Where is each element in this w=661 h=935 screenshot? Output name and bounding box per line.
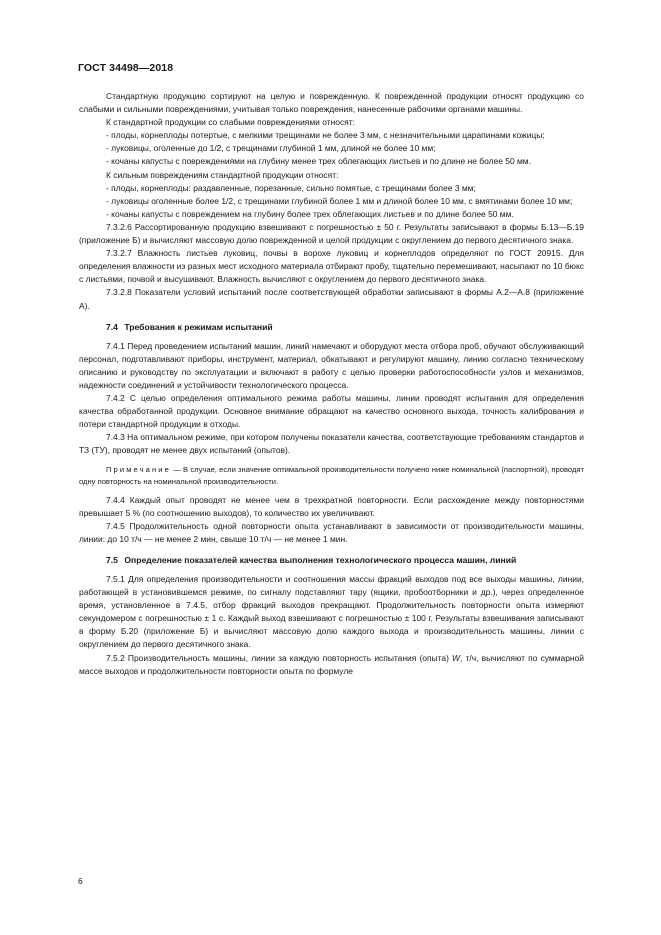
clause-text: 7.5.2 Производительность машины, линии за каждую повторность испытания (опыта) (106, 652, 453, 663)
section-title: Определение показателей качества выполнения технологического процесса машин, линий (124, 554, 517, 565)
clause-7-4-3: 7.4.3 На оптимальном режиме, при котором получены показатели качества, соответствующие требованиям стандартов и ТЗ (ТУ), проводят не менее двух испытаний (опытов). (79, 432, 584, 456)
list-item: - луковицы, оголенные до 1/2, с трещинами глубиной 1 мм, длиной не более 10 мм; (106, 143, 436, 154)
clause-text: , т/ч, вычисляют по суммарной массе выходов и продолжительности повторности опыта по формуле (79, 652, 584, 676)
list-item: - луковицы оголенные более 1/2, с трещинами глубиной более 1 мм и длиной более 10 мм, с вмятинами более 10 мм; (106, 195, 573, 206)
paragraph: К сильным повреждениям стандартной продукции относят: (106, 169, 339, 180)
note-text: — В случае, если значение оптимальной производительности получено ниже номинальной (паспортной), проводят одну повторность на номинальной производительности. (79, 464, 584, 486)
list-item: - кочаны капусты с повреждением на глубину более трех облегающих листьев и по длине более 50 мм. (106, 208, 514, 219)
variable-w: W (452, 652, 461, 663)
section-number: 7.5 (106, 554, 118, 565)
section-number: 7.4 (106, 321, 118, 332)
document-body (79, 90, 584, 678)
note (79, 464, 584, 488)
paragraph: Стандартную продукцию сортируют на целую и поврежденную. К поврежденной продукции относят продукцию со слабыми и сильными повреждениями, учитывая только повреждения, нанесенные рабочими органами машины. (79, 91, 584, 115)
clause-7-3-2-8: 7.3.2.8 Показатели условий испытаний после соответствующей обработки записывают в формы А.2—А.8 (приложение А). (79, 287, 584, 311)
clause-7-4-4: 7.4.4 Каждый опыт проводят не менее чем в трехкратной повторности. Если расхождение между повторностями превышает 5 % (по соотношению выходов), то количество их увеличивают. (79, 494, 584, 518)
section-heading-7-4 (106, 321, 584, 334)
paragraph: К стандартной продукции со слабыми повреждениями относят: (106, 117, 355, 128)
list-item: - плоды, корнеплоды: раздавленные, порезанные, сильно помятые, с трещинами более 3 мм; (106, 182, 476, 193)
document-header: ГОСТ 34498—2018 (78, 62, 174, 74)
clause-7-4-2: 7.4.2 С целью определения оптимального режима работы машины, линии проводят испытания для определения качества обработанной продукции. Основное внимание обращают на качество основного выхода, точность калибрования и потери стандартной продукции в отходы. (79, 393, 584, 430)
note-label: Примечание (106, 464, 171, 474)
section-heading-7-5 (106, 554, 584, 567)
page-number: 6 (78, 876, 83, 886)
list-item: - кочаны капусты с повреждениями на глубину менее трех облегающих листьев и по длине не более 50 мм. (106, 156, 531, 167)
clause-7-4-5: 7.4.5 Продолжительность одной повторности опыта устанавливают в зависимости от производительности машины, линии: до 10 т/ч — не менее 2 мин, свыше 10 т/ч — не менее 1 мин. (79, 520, 584, 544)
list-item: - плоды, корнеплоды потертые, с мелкими трещинами не более 3 мм, с незначительными царапинами кожицы; (106, 130, 545, 141)
clause-7-5-2 (79, 652, 584, 678)
clause-7-4-1: 7.4.1 Перед проведением испытаний машин, линий намечают и оборудуют места отбора проб, обучают обслуживающий персонал, подготавливают приборы, инструмент, материал, обкатывают и регулируют машину, линию согласно техническому описанию и руководству по эксплуатации и включают в работу с целью проверки работоспособности узлов и механизмов, надежности соединений и устойчивости технологического процесса. (79, 340, 584, 390)
clause-7-3-2-7: 7.3.2.7 Влажность листьев луковиц, почвы в ворохе луковиц и корнеплодов определяют по ГОСТ 20915. Для определения влажности из разных мест исходного материала отбирают пробу, тщательно перемешивают, насыпают по 10 бюкс с листьями, почвой и высушивают. Влажность вычисляют с округлением до первого десятичного знака. (79, 248, 584, 285)
clause-7-5-1: 7.5.1 Для определения производительности и соотношения массы фракций выходов под все выходы машины, линии, работающей в установившемся режиме, по сигналу подставляют тару (ящики, пробоотборники и др.), через определенное время, установленное в 7.4.5, отбор фракций выходов прекращают. Продолжительность повторности опыта измеряют секундомером с погрешностью ± 1 с. Каждый выход взвешивают с погрешностью ± 100 г. Результаты взвешивания записывают в форму Б.20 (приложение Б) и вычисляют массовую долю каждого выхода и производительность машины, линии с округлением до первого десятичного знака. (79, 574, 584, 650)
section-title: Требования к режимам испытаний (124, 321, 273, 332)
clause-7-3-2-6: 7.3.2.6 Рассортированную продукцию взвешивают с погрешностью ± 50 г. Результаты записывают в формы Б.13—Б.19 (приложение Б) и вычисляют массовую долю поврежденной и целой продукции с округлением до первого десятичного знака. (79, 221, 584, 246)
